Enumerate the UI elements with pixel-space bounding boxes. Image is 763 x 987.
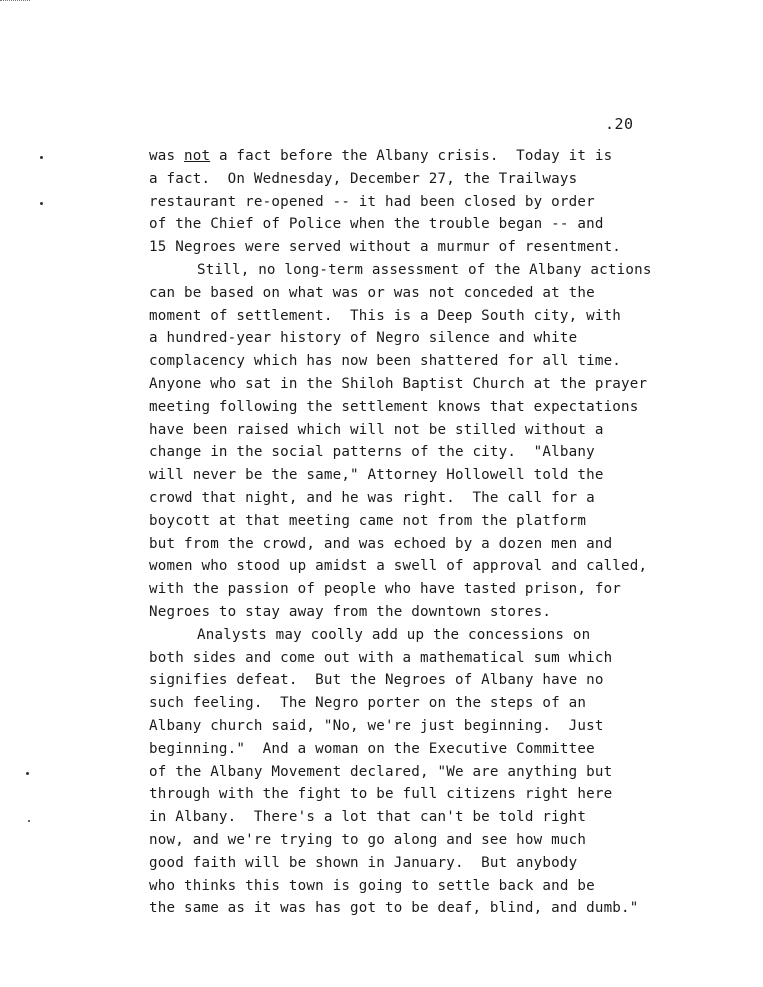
paragraph-line: of the Chief of Police when the trouble began -- and <box>149 216 604 233</box>
page-number: .20 <box>605 115 634 133</box>
paragraph-line: restaurant re-opened -- it had been closed by order <box>149 193 595 210</box>
paragraph-line: crowd that night, and he was right. The call for a <box>149 489 595 506</box>
scan-corner-mark <box>0 0 30 3</box>
paragraph-line: a fact. On Wednesday, December 27, the Trailways <box>149 170 578 187</box>
paragraph-2 <box>149 259 709 624</box>
scan-speck <box>26 772 29 775</box>
paragraph-line: Analysts may coolly add up the concessions on <box>197 626 591 643</box>
paragraph-line: signifies defeat. But the Negroes of Albany have no <box>149 672 604 689</box>
paragraph-line: can be based on what was or was not conceded at the <box>149 284 595 301</box>
paragraph-line: will never be the same," Attorney Hollowell told the <box>149 467 604 484</box>
paragraph-line <box>149 145 709 168</box>
paragraph-line: Anyone who sat in the Shiloh Baptist Church at the prayer <box>149 375 648 392</box>
paragraph-line: the same as it was has got to be deaf, blind, and dumb." <box>149 900 639 917</box>
paragraph-line: with the passion of people who have tasted prison, for <box>149 581 622 598</box>
paragraph-line: Still, no long-term assessment of the Albany actions <box>197 261 652 278</box>
paragraph-line: who thinks this town is going to settle back and be <box>149 877 595 894</box>
scan-speck <box>28 820 30 822</box>
scan-speck <box>40 156 43 159</box>
paragraph-line: good faith will be shown in January. But anybody <box>149 854 578 871</box>
paragraph-line: Negroes to stay away from the downtown stores. <box>149 603 552 620</box>
underlined-word: not <box>183 148 211 164</box>
paragraph-line: women who stood up amidst a swell of approval and called, <box>149 558 648 575</box>
paragraph-line: meeting following the settlement knows that expectations <box>149 398 639 415</box>
paragraph-line: Albany church said, "No, we're just beginning. Just <box>149 717 604 734</box>
paragraph-line: of the Albany Movement declared, "We are anything but <box>149 763 613 780</box>
paragraph-line: 15 Negroes were served without a murmur of resentment. <box>149 239 622 256</box>
paragraph-line: boycott at that meeting came not from the platform <box>149 512 587 529</box>
paragraph-line: such feeling. The Negro porter on the steps of an <box>149 695 587 712</box>
paragraph-line: now, and we're trying to go along and see how much <box>149 831 587 848</box>
scan-speck <box>40 202 43 205</box>
paragraph-line: a hundred-year history of Negro silence and white <box>149 330 578 347</box>
line-text: a fact before the Albany crisis. Today it is <box>210 148 613 164</box>
paragraph-3 <box>149 624 709 920</box>
paragraph-line: moment of settlement. This is a Deep South city, with <box>149 307 622 324</box>
paragraph-line: in Albany. There's a lot that can't be told right <box>149 809 587 826</box>
paragraph-line: but from the crowd, and was echoed by a dozen men and <box>149 535 613 552</box>
paragraph-line: both sides and come out with a mathematical sum which <box>149 649 613 666</box>
paragraph-1 <box>149 145 709 259</box>
paragraph-line: beginning." And a woman on the Executive Committee <box>149 740 595 757</box>
line-text: was <box>149 148 184 164</box>
paragraph-line: through with the fight to be full citizens right here <box>149 786 613 803</box>
paragraph-line: have been raised which will not be stilled without a <box>149 421 604 438</box>
paragraph-line: change in the social patterns of the city. "Albany <box>149 444 595 461</box>
paragraph-line: complacency which has now been shattered for all time. <box>149 353 622 370</box>
body-text <box>149 145 709 920</box>
